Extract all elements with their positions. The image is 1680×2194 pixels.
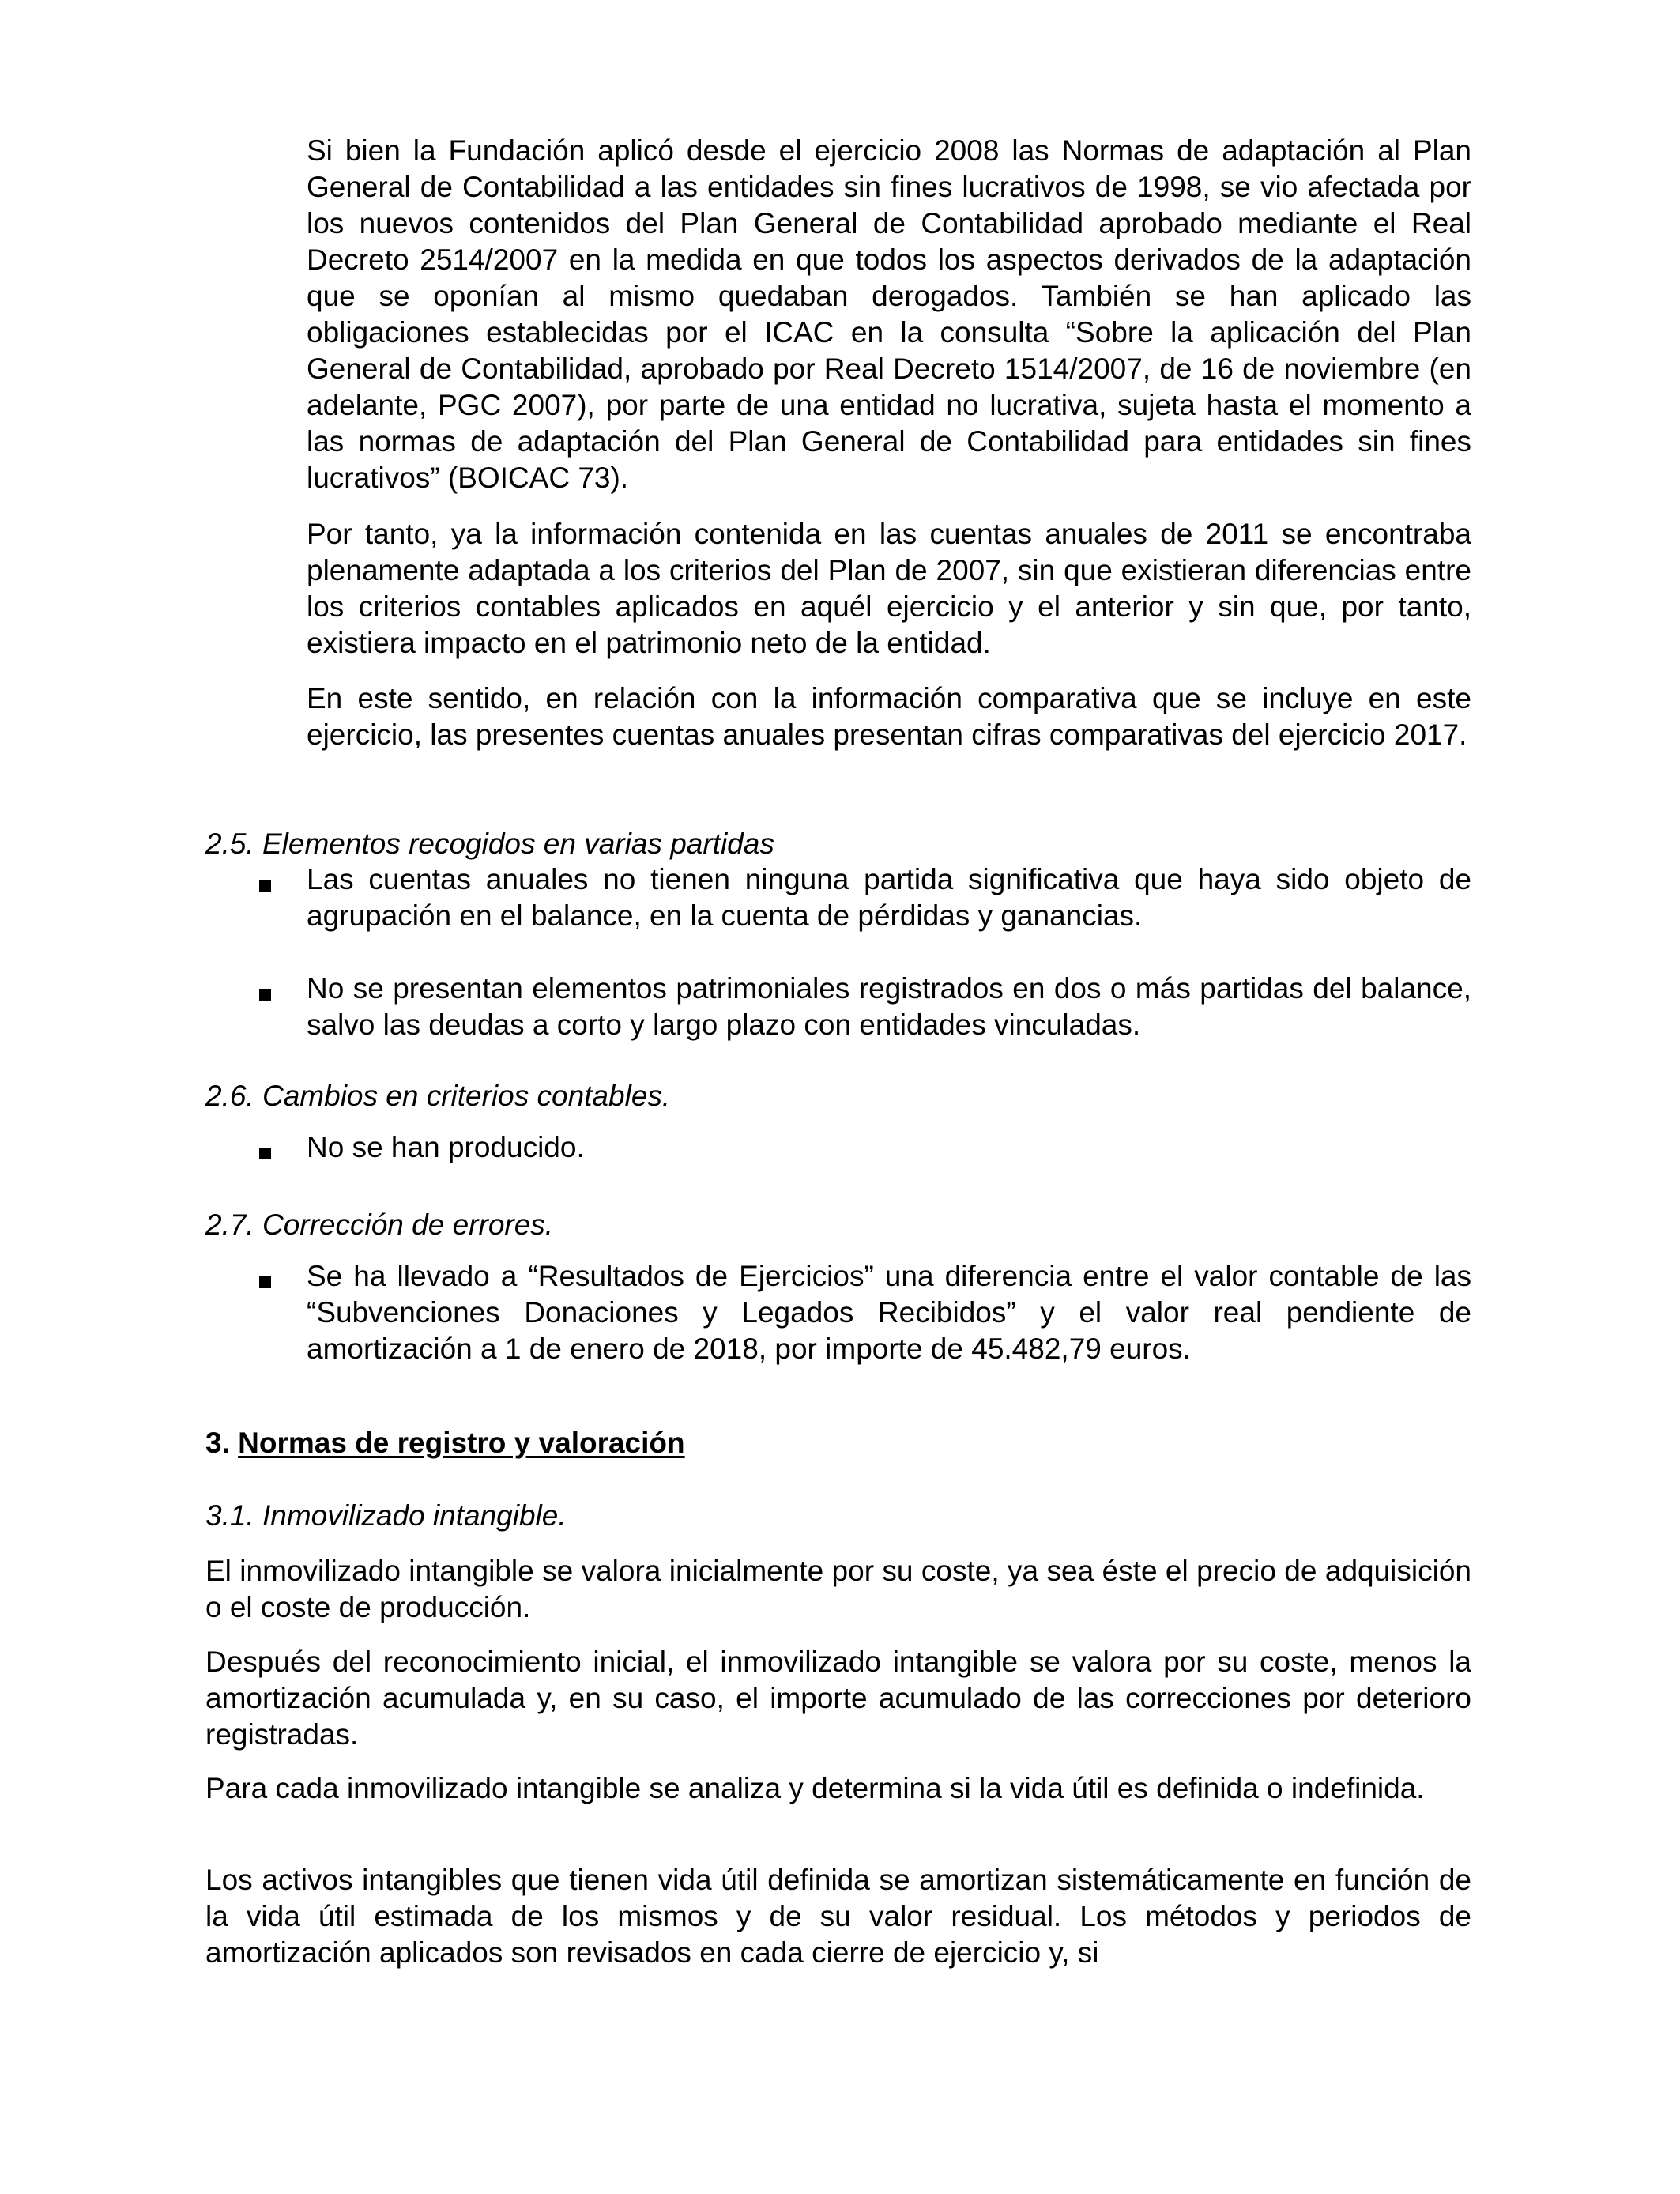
body-paragraph: Para cada inmovilizado intangible se analiza y determina si la vida útil es definida o indefinida.	[205, 1772, 1425, 1804]
section-heading-3-1: 3.1. Inmovilizado intangible.	[205, 1499, 567, 1532]
section-heading-2-7: 2.7. Corrección de errores.	[205, 1208, 554, 1241]
section-number: 3.	[205, 1427, 230, 1459]
bullet-icon	[259, 989, 271, 1001]
section-heading-2-6: 2.6. Cambios en criterios contables.	[205, 1080, 671, 1112]
list-item: Las cuentas anuales no tienen ninguna partida significativa que haya sido objeto de agrupación en el balance, en la cuenta de pérdidas y ganancias.	[307, 863, 1471, 932]
list-item: No se han producido.	[307, 1131, 585, 1163]
bullet-icon	[259, 1148, 271, 1159]
body-paragraph: Los activos intangibles que tienen vida útil definida se amortizan sistemáticamente en función de la vida útil estimada de los mismos y de su valor residual. Los métodos y periodos de amortización aplicados son revisados en cada cierre de ejercicio y, si	[205, 1864, 1471, 1969]
intro-paragraph: Por tanto, ya la información contenida en las cuentas anuales de 2011 se encontraba plenamente adaptada a los criterios del Plan de 2007, sin que existieran diferencias entre los criterios contables aplicados en aquél ejercicio y el anterior y sin que, por tanto, existiera impacto en el patrimonio neto de la entidad.	[307, 518, 1471, 659]
list-item: No se presentan elementos patrimoniales registrados en dos o más partidas del balance, salvo las deudas a corto y largo plazo con entidades vinculadas.	[307, 972, 1471, 1041]
body-paragraph: El inmovilizado intangible se valora inicialmente por su coste, ya sea éste el precio de adquisición o el coste de producción.	[205, 1555, 1471, 1623]
section-title: Normas de registro y valoración	[238, 1427, 685, 1459]
section-heading-2-5: 2.5. Elementos recogidos en varias partidas	[205, 827, 774, 860]
bullet-icon	[259, 880, 271, 892]
bullet-icon	[259, 1276, 271, 1288]
body-paragraph: Después del reconocimiento inicial, el inmovilizado intangible se valora por su coste, menos la amortización acumulada y, en su caso, el importe acumulado de las correcciones por deterioro registradas.	[205, 1646, 1471, 1751]
intro-paragraph: En este sentido, en relación con la información comparativa que se incluye en este ejercicio, las presentes cuentas anuales presentan cifras comparativas del ejercicio 2017.	[307, 682, 1471, 751]
list-item: Se ha llevado a “Resultados de Ejercicios” una diferencia entre el valor contable de las “Subvenciones Donaciones y Legados Recibidos” y el valor real pendiente de amortización a 1 de enero de 2018, por importe de 45.482,79 euros.	[307, 1260, 1471, 1365]
intro-paragraph: Si bien la Fundación aplicó desde el ejercicio 2008 las Normas de adaptación al Plan General de Contabilidad a las entidades sin fines lucrativos de 1998, se vio afectada por los nuevos contenidos del Plan General de Contabilidad aprobado mediante el Real Decreto 2514/2007 en la medida en que todos los aspectos derivados de la adaptación que se oponían al mismo quedaban derogados. También se han aplicado las obligaciones establecidas por el ICAC en la consulta “Sobre la aplicación del Plan General de Contabilidad, aprobado por Real Decreto 1514/2007, de 16 de noviembre (en adelante, PGC 2007), por parte de una entidad no lucrativa, sujeta hasta el momento a las normas de adaptación del Plan General de Contabilidad para entidades sin fines lucrativos” (BOICAC 73).	[307, 134, 1471, 494]
section-heading-3	[205, 1425, 685, 1461]
